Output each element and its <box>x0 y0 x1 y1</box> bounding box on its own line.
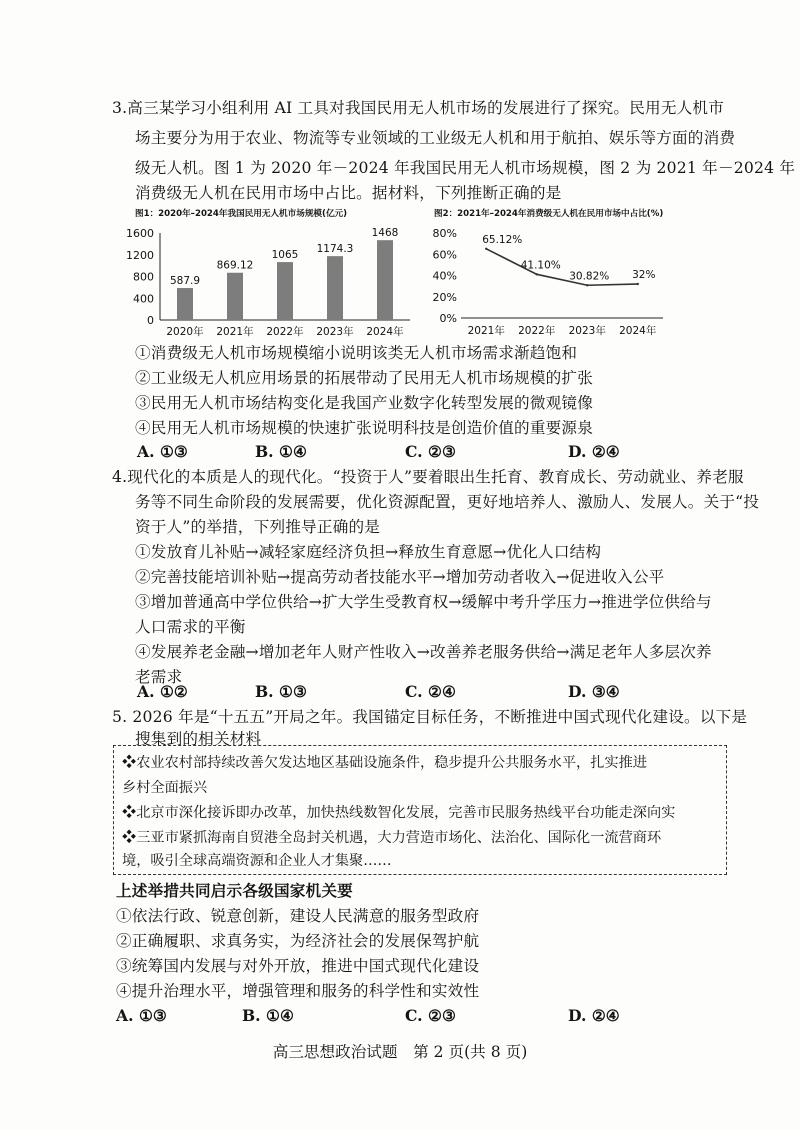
chart1-x-tick-label: 2022年 <box>266 326 304 338</box>
chart1-value-label: 1065 <box>271 249 299 262</box>
chart1-y-tick-label: 0 <box>147 314 154 327</box>
q5-material-2: ❖北京市深化接诉即办改革，加快热线数智化发展，完善市民服务热线平台功能走深向实 <box>122 805 676 821</box>
chart1-value-label: 587.9 <box>169 275 201 288</box>
q5-option-c[interactable]: C. ②③ <box>405 1006 456 1025</box>
q4-statement-3: ③增加普通高中学位供给→扩大学生受教育权→缓解中考升学压力→推进学位供给与 <box>135 593 712 611</box>
q5-material-3: ❖三亚市紧抓海南自贸港全岛封关机遇，大力营造市场化、法治化、国际化一流营商环 <box>122 830 662 846</box>
q3-statement-1: ①消费级无人机市场规模缩小说明该类无人机市场需求渐趋饱和 <box>135 344 578 362</box>
chart2-point <box>637 283 639 285</box>
chart2-x-tick-label: 2024年 <box>619 325 657 337</box>
chart1-y-tick-label: 800 <box>133 270 154 284</box>
q5-option-d[interactable]: D. ②④ <box>568 1006 620 1025</box>
q5-option-a[interactable]: A. ①③ <box>116 1006 167 1025</box>
q3-option-a[interactable]: A. ①③ <box>137 442 188 461</box>
chart1-x-tick-label: 2023年 <box>316 326 354 338</box>
q5-statement-1: ①依法行政、锐意创新，建设人民满意的服务型政府 <box>116 907 480 925</box>
chart1-bar <box>327 256 343 320</box>
chart2-value-label: 30.82% <box>569 270 610 283</box>
q4-statement-4: ④发展养老金融→增加老年人财产性收入→改善养老服务供给→满足老年人多层次养 <box>135 643 712 661</box>
chart2-y-tick-label: 80% <box>432 227 457 240</box>
chart1-bar <box>277 262 293 320</box>
chart1-value-label: 1468 <box>371 227 399 240</box>
chart1-value-label: 869.12 <box>216 259 254 272</box>
chart2-y-tick-label: 40% <box>432 269 457 283</box>
chart1-x-tick-label: 2024年 <box>366 326 404 338</box>
chart2-series-line <box>486 249 638 285</box>
q3-statement-3: ③民用无人机市场结构变化是我国产业数字化转型发展的微观镜像 <box>135 394 594 412</box>
q5-statement-4: ④提升治理水平，增强管理和服务的科学性和实效性 <box>116 982 480 1000</box>
chart1-bar-chart <box>120 218 420 344</box>
q5-material-1: ❖农业农村部持续改善欠发达地区基础设施条件，稳步提升公共服务水平，扎实推进 <box>122 755 647 771</box>
q3-stem-line-1: 3.高三某学习小组利用 AI 工具对我国民用无人机市场的发展进行了探究。民用无人机市 <box>112 99 724 117</box>
chart1-y-tick-label: 1600 <box>126 227 154 240</box>
chart1-x-tick-label: 2020年 <box>166 326 204 338</box>
chart2-x-tick-label: 2023年 <box>568 325 606 337</box>
chart2-y-tick-label: 0% <box>439 312 457 325</box>
chart2-point <box>485 248 487 250</box>
q4-option-a[interactable]: A. ①② <box>137 682 188 701</box>
chart2-title: 图2：2021年–2024年消费级无人机在民用市场中占比(%) <box>434 209 664 219</box>
chart2-y-tick-label: 60% <box>432 248 457 262</box>
page-footer: 高三思想政治试题 第 2 页(共 8 页) <box>272 1043 528 1061</box>
q5-option-b[interactable]: B. ①④ <box>242 1006 294 1025</box>
q4-statement-2: ②完善技能培训补贴→提高劳动者技能水平→增加劳动者收入→促进收入公平 <box>135 568 665 586</box>
q4-statement-1: ①发放育儿补贴→减轻家庭经济负担→释放生育意愿→优化人口结构 <box>135 543 602 561</box>
chart1-bar <box>227 273 243 320</box>
q5-stem-line-2: 搜集到的相关材料 <box>135 730 262 748</box>
chart2-y-tick-label: 20% <box>432 290 457 304</box>
q3-statement-4: ④民用无人机市场规模的快速扩张说明科技是创造价值的重要源泉 <box>135 419 594 437</box>
q5-statement-3: ③统筹国内发展与对外开放，推进中国式现代化建设 <box>116 957 480 975</box>
chart2-value-label: 32% <box>632 269 656 281</box>
chart1-y-tick-label: 1200 <box>126 248 154 262</box>
q4-stem-line-2: 务等不同生命阶段的发展需要，优化资源配置，更好地培养人、激励人、发展人。关于“投 <box>135 493 760 511</box>
q3-stem-line-2: 场主要分为用于农业、物流等专业领域的工业级无人机和用于航拍、娱乐等方面的消费 <box>135 129 736 147</box>
chart1-value-label: 1174.3 <box>316 243 354 256</box>
chart2-line-chart <box>425 218 675 344</box>
chart1-bar <box>177 288 193 320</box>
q5-statement-2: ②正确履职、求真务实，为经济社会的发展保驾护航 <box>116 932 480 950</box>
q3-stem-line-3: 级无人机。图 1 为 2020 年－2024 年我国民用无人机市场规模，图 2 为 2021 年－2024 年 <box>135 159 796 177</box>
q3-stem-line-4: 消费级无人机在民用市场中占比。据材料，下列推断正确的是 <box>135 184 562 202</box>
q3-option-c[interactable]: C. ②③ <box>405 442 456 461</box>
q5-stem-line-1: 5. 2026 年是“十五五”开局之年。我国锚定目标任务，不断推进中国式现代化建设。以下是 <box>112 708 748 726</box>
q5-material-3-cont: 境，吸引全球高端资源和企业人才集聚…… <box>122 853 392 869</box>
chart2-point <box>536 273 538 275</box>
chart2-point <box>586 284 588 286</box>
q5-prompt: 上述举措共同启示各级国家机关要 <box>116 881 353 900</box>
chart1-bar <box>377 240 393 320</box>
q4-option-d[interactable]: D. ③④ <box>568 682 620 701</box>
q4-stem-line-1: 4.现代化的本质是人的现代化。“投资于人”要着眼出生托育、教育成长、劳动就业、养老服 <box>112 468 744 486</box>
chart1-title: 图1：2020年–2024年我国民用无人机市场规模(亿元) <box>135 209 348 219</box>
chart2-x-tick-label: 2021年 <box>467 325 505 337</box>
chart1-y-tick-label: 400 <box>133 292 154 306</box>
q4-stem-line-3: 资于人”的举措，下列推导正确的是 <box>135 518 381 536</box>
q4-option-c[interactable]: C. ②④ <box>405 682 456 701</box>
q3-option-d[interactable]: D. ②④ <box>568 442 620 461</box>
q3-statement-2: ②工业级无人机应用场景的拓展带动了民用无人机市场规模的扩张 <box>135 369 594 387</box>
chart2-value-label: 65.12% <box>482 233 523 246</box>
chart2-x-tick-label: 2022年 <box>518 325 556 337</box>
q5-material-1-cont: 乡村全面振兴 <box>122 780 208 796</box>
chart2-value-label: 41.10% <box>520 259 561 272</box>
q3-option-b[interactable]: B. ①④ <box>255 442 307 461</box>
chart1-x-tick-label: 2021年 <box>216 326 254 338</box>
q4-statement-4-cont: 老需求 <box>135 668 183 686</box>
q4-statement-3-cont: 人口需求的平衡 <box>135 618 246 636</box>
q4-option-b[interactable]: B. ①③ <box>255 682 307 701</box>
